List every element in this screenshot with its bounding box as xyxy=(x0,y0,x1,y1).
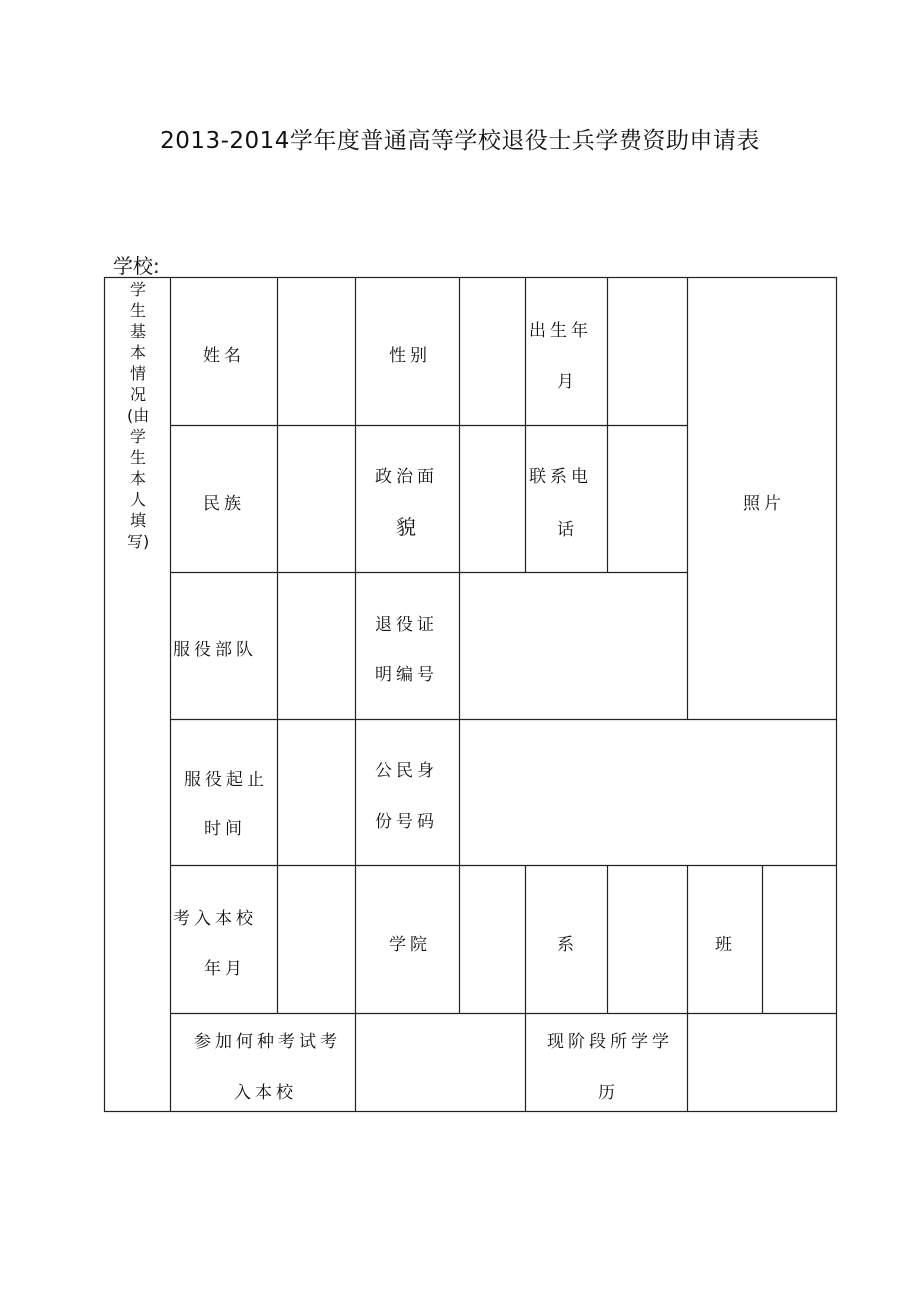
class-field[interactable] xyxy=(763,866,836,1013)
label-enroll-line2: 年月 xyxy=(204,959,246,979)
service-unit-field[interactable] xyxy=(278,573,355,719)
label-enroll-line1: 考入本校 xyxy=(173,909,257,929)
label-discharge-line2: 明编号 xyxy=(375,665,438,685)
label-political-line1: 政治面 xyxy=(375,467,438,487)
birth-date-field[interactable] xyxy=(608,278,687,425)
label-name: 姓名 xyxy=(203,346,245,366)
department-field[interactable] xyxy=(608,866,687,1013)
phone-field[interactable] xyxy=(608,426,687,572)
name-field[interactable] xyxy=(278,278,355,425)
gender-field[interactable] xyxy=(460,278,525,425)
label-phone-line2: 话 xyxy=(557,520,578,540)
label-birth-line1: 出生年 xyxy=(529,321,592,341)
service-period-field[interactable] xyxy=(278,720,355,865)
page-title: 2013-2014学年度普通高等学校退役士兵学费资助申请表 xyxy=(160,128,760,154)
label-exam-line2: 入本校 xyxy=(234,1083,297,1103)
education-level-field[interactable] xyxy=(688,1014,836,1111)
label-service-unit: 服役部队 xyxy=(173,640,257,660)
label-political-line2: 貌 xyxy=(396,515,416,539)
id-number-field[interactable] xyxy=(460,720,836,865)
label-phone-line1: 联系电 xyxy=(529,467,592,487)
label-service-period-line2: 时间 xyxy=(204,819,246,839)
enroll-date-field[interactable] xyxy=(278,866,355,1013)
school-label: 学校: xyxy=(113,254,160,278)
label-gender: 性别 xyxy=(389,346,431,366)
label-id-line2: 份号码 xyxy=(375,812,438,832)
section-label-student-info: 学生基本情况(由学生本人填写) xyxy=(127,280,150,551)
college-field[interactable] xyxy=(460,866,525,1013)
exam-type-field[interactable] xyxy=(356,1014,525,1111)
label-photo: 照片 xyxy=(743,494,785,514)
photo-area[interactable] xyxy=(688,278,836,719)
political-status-field[interactable] xyxy=(460,426,525,572)
label-service-period-line1: 服役起止 xyxy=(184,770,268,790)
label-department: 系 xyxy=(557,935,578,955)
ethnicity-field[interactable] xyxy=(278,426,355,572)
label-ethnicity: 民族 xyxy=(203,494,245,514)
label-birth-line2: 月 xyxy=(557,372,578,392)
label-college: 学院 xyxy=(389,935,431,955)
label-class: 班 xyxy=(715,935,736,955)
discharge-cert-number-field[interactable] xyxy=(460,573,687,719)
label-discharge-line1: 退役证 xyxy=(375,615,438,635)
label-id-line1: 公民身 xyxy=(375,761,438,781)
label-education-line1: 现阶段所学学 xyxy=(547,1032,673,1052)
label-education-line2: 历 xyxy=(598,1083,619,1103)
label-exam-line1: 参加何种考试考 xyxy=(194,1032,341,1052)
